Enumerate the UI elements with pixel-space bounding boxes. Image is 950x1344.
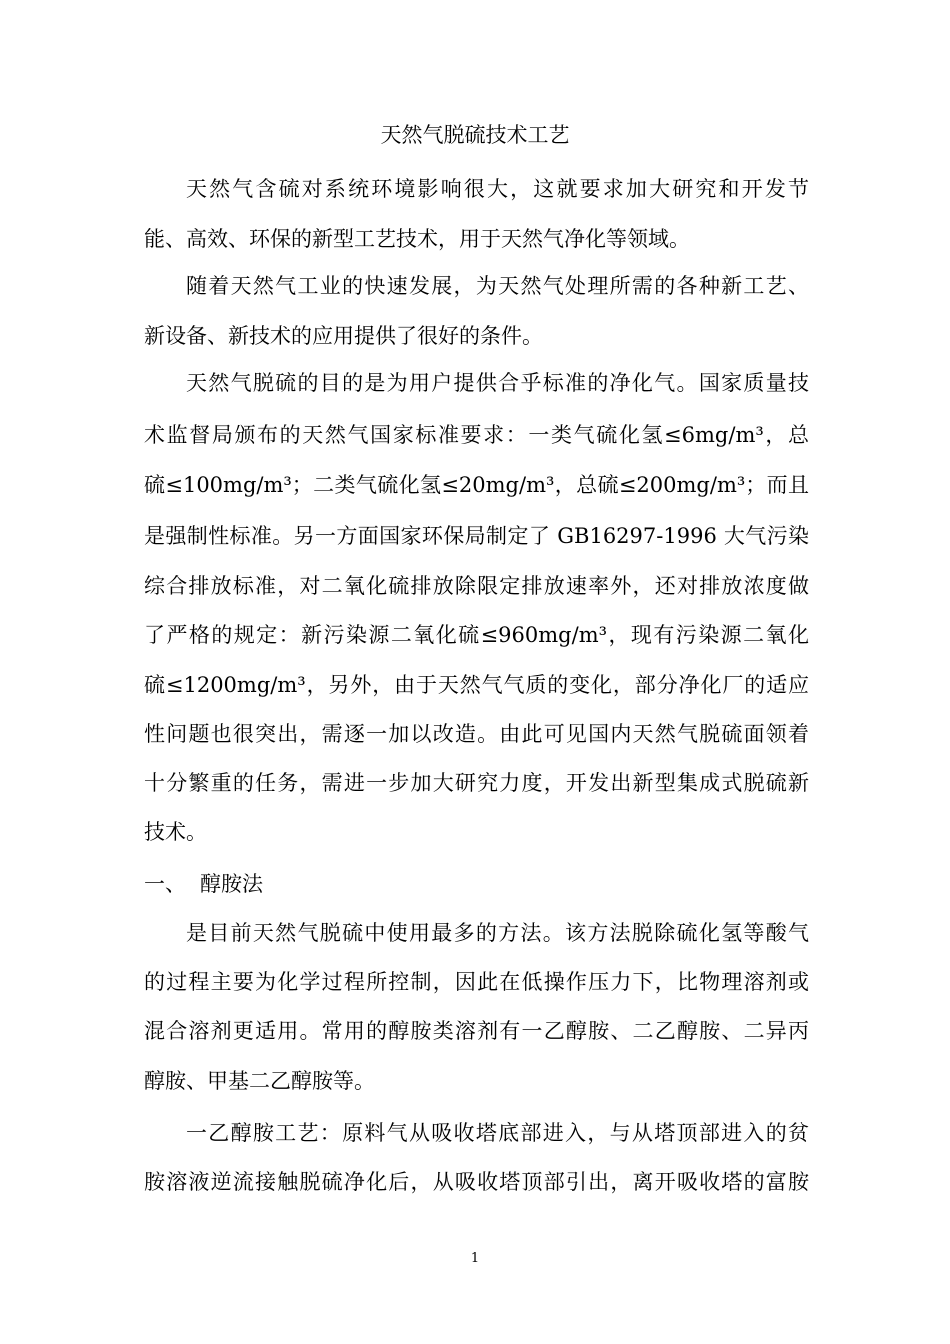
paragraph-line: 天然气含硫对系统环境影响很大，这就要求加大研究和开发节 xyxy=(186,177,809,201)
paragraph-line: 硫≤100mg/m³；二类气硫化氢≤20mg/m³，总硫≤200mg/m³；而且 xyxy=(144,473,809,497)
document-title: 天然气脱硫技术工艺 xyxy=(380,123,570,147)
paragraph-line: 新设备、新技术的应用提供了很好的条件。 xyxy=(144,324,543,348)
section-heading xyxy=(144,866,809,902)
paragraph-line: 综合排放标准，对二氧化硫排放除限定排放速率外，还对排放浓度做 xyxy=(144,574,809,598)
paragraph-line: 醇胺、甲基二乙醇胺等。 xyxy=(144,1069,375,1093)
paragraph-line: 胺溶液逆流接触脱硫净化后，从吸收塔顶部引出，离开吸收塔的富胺 xyxy=(144,1170,809,1194)
paragraph-line: 技术。 xyxy=(144,820,207,844)
paragraph-line: 一乙醇胺工艺：原料气从吸收塔底部进入，与从塔顶部进入的贫 xyxy=(186,1121,809,1145)
paragraph-line: 天然气脱硫的目的是为用户提供合乎标准的净化气。国家质量技 xyxy=(186,371,809,395)
paragraph-line: 的过程主要为化学过程所控制，因此在低操作压力下，比物理溶剂或 xyxy=(144,970,809,994)
section-heading-text: 醇胺法 xyxy=(200,872,263,896)
paragraph-line: 硫≤1200mg/m³，另外，由于天然气气质的变化，部分净化厂的适应 xyxy=(144,673,809,697)
paragraph-line: 了严格的规定：新污染源二氧化硫≤960mg/m³，现有污染源二氧化 xyxy=(144,623,809,647)
paragraph-line: 术监督局颁布的天然气国家标准要求：一类气硫化氢≤6mg/m³，总 xyxy=(144,423,809,447)
paragraph-line: 随着天然气工业的快速发展，为天然气处理所需的各种新工艺、 xyxy=(186,274,809,298)
paragraph-line: 是目前天然气脱硫中使用最多的方法。该方法脱除硫化氢等酸气 xyxy=(186,921,809,945)
paragraph-line: 混合溶剂更适用。常用的醇胺类溶剂有一乙醇胺、二乙醇胺、二异丙 xyxy=(144,1019,809,1043)
paragraph-line: 十分繁重的任务，需进一步加大研究力度，开发出新型集成式脱硫新 xyxy=(144,771,809,795)
paragraph-line: 是强制性标准。另一方面国家环保局制定了 GB16297-1996 大气污染 xyxy=(144,524,809,548)
section-heading-number: 一、 xyxy=(144,872,186,896)
page-number: 1 xyxy=(470,1251,480,1266)
paragraph-line: 性问题也很突出，需逐一加以改造。由此可见国内天然气脱硫面领着 xyxy=(144,722,809,746)
paragraph-line: 能、高效、环保的新型工艺技术，用于天然气净化等领域。 xyxy=(144,227,690,251)
